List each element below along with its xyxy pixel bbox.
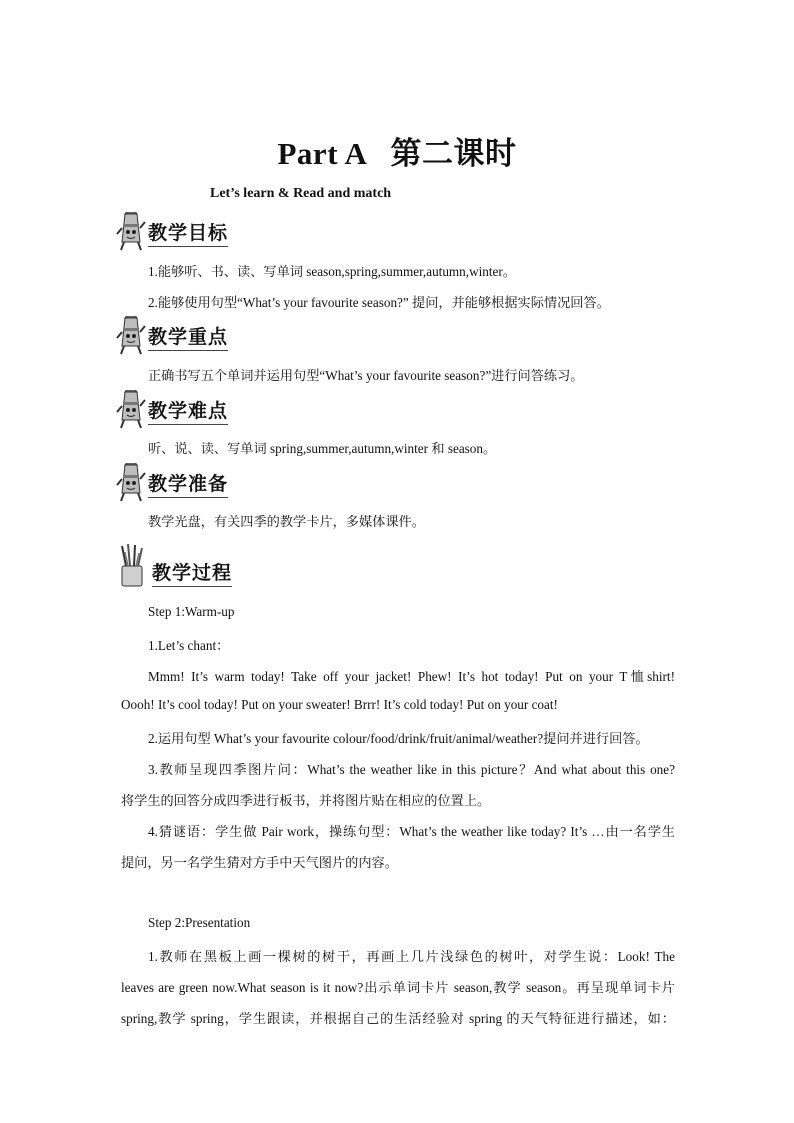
section-heading: 教学难点 xyxy=(148,396,228,425)
page-title: Part A 第二课时 xyxy=(277,136,517,171)
pencil-mascot-icon xyxy=(116,463,146,503)
objective-line-1: 1.能够听、书、读、写单词 season,spring,summer,autumn,winter。 xyxy=(148,264,516,279)
step2-item-1-line-2: leaves are green now.What season is it now?出示单词卡片 season,教学 season。再呈现单词卡片 xyxy=(121,980,675,995)
key-point-line-1: 正确书写五个单词并运用句型“What’s your favourite season?”进行问答练习。 xyxy=(148,368,584,383)
section-heading: 教学过程 xyxy=(152,558,232,587)
objective-line-2: 2.能够使用句型“What’s your favourite season?” 提问，并能够根据实际情况回答。 xyxy=(148,295,610,310)
difficulty-line-1: 听、说、读、写单词 spring,summer,autumn,winter 和 season。 xyxy=(148,441,497,456)
step1-item-4-line-1: 4.猜谜语：学生做 Pair work，操练句型：What’s the weather like today? It’s …由一名学生 xyxy=(148,824,675,839)
page-subtitle: Let’s learn & Read and match xyxy=(210,186,392,201)
step1-title: Step 1:Warm-up xyxy=(148,604,235,619)
step2-item-1-line-3: spring,教学 spring，学生跟读，并根据自己的生活经验对 spring 的天气特征进行描述，如： xyxy=(121,1011,675,1026)
step1-item-3-line-2: 将学生的回答分成四季进行板书，并将图片贴在相应的位置上。 xyxy=(121,793,491,808)
section-heading: 教学重点 xyxy=(148,322,228,351)
step1-chant-line-1: Mmm! It’s warm today! Take off your jacket! Phew! It’s hot today! Put on your T恤shirt! xyxy=(148,669,675,684)
step1-item-4-line-2: 提问，另一名学生猜对方手中天气图片的内容。 xyxy=(121,855,398,870)
step1-item-2: 2.运用句型 What’s your favourite colour/food/drink/fruit/animal/weather?提问并进行回答。 xyxy=(148,731,649,746)
preparation-line-1: 教学光盘，有关四季的教学卡片，多媒体课件。 xyxy=(148,514,425,529)
pencil-mascot-icon xyxy=(116,212,146,252)
pencil-cup-icon xyxy=(116,544,146,588)
pencil-mascot-icon xyxy=(116,316,146,356)
step1-item-3-line-1: 3.教师呈现四季图片问：What’s the weather like in this picture？And what about this one? xyxy=(148,762,675,777)
section-heading: 教学准备 xyxy=(148,469,228,498)
section-heading: 教学目标 xyxy=(148,218,228,247)
step1-chant-line-2: Oooh! It’s cool today! Put on your sweater! Brrr! It’s cold today! Put on your coat! xyxy=(121,697,558,712)
step1-chant-label: 1.Let’s chant： xyxy=(148,638,230,653)
step2-item-1-line-1: 1.教师在黑板上画一棵树的树干，再画上几片浅绿色的树叶，对学生说：Look! The xyxy=(148,949,675,964)
step2-title: Step 2:Presentation xyxy=(148,915,251,930)
pencil-mascot-icon xyxy=(116,390,146,430)
